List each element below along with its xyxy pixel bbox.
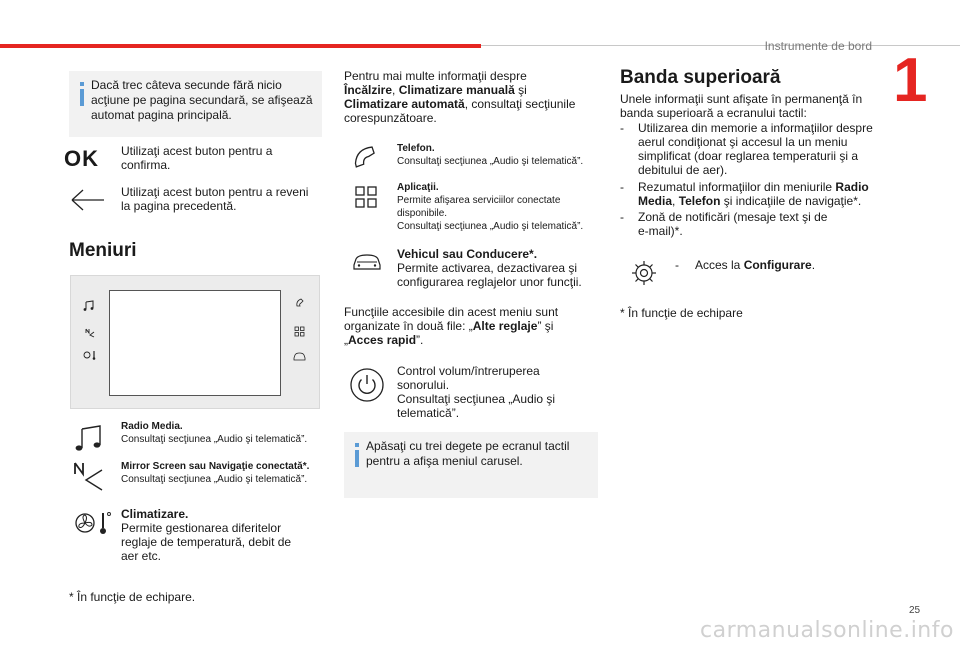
header-title: Instrumente de bord (764, 39, 872, 53)
ok-label: OK (64, 146, 99, 171)
mirror-screen-block (121, 460, 311, 486)
mirror-screen-ref: Consultaţi secţiunea „Audio şi telematică”. (121, 474, 308, 485)
climate-title: Climatizare. (121, 507, 189, 521)
list-item-2-bold-phone: Telefon (678, 194, 721, 208)
vehicle-title: Vehicul sau Conducere*. (397, 247, 538, 261)
config-text: Acces la (695, 258, 744, 272)
list-dash-1: - (620, 121, 624, 135)
touchscreen-display (109, 290, 281, 396)
touchscreen-diagram (70, 275, 320, 409)
apps-title: Aplicaţii. (397, 182, 439, 193)
list-item-2 (638, 180, 878, 208)
ok-text: Utilizaţi acest buton pentru a confirma. (121, 144, 273, 172)
info-box-left (69, 71, 322, 137)
phone-block (397, 142, 597, 168)
apps-ref: Consultaţi secţiunea „Audio şi telematică”. (397, 221, 584, 232)
info-icon (355, 443, 359, 467)
car-icon (352, 253, 382, 271)
functions-text-3: ”. (416, 333, 424, 347)
intro-bold-automatic: Climatizare automată (344, 97, 465, 111)
top-band-heading: Banda superioară (620, 67, 781, 88)
intro-text-1: Pentru mai multe informaţii despre (344, 69, 527, 83)
footnote-right: * În funcţie de echipare (620, 306, 743, 320)
intro-paragraph (344, 69, 589, 125)
phone-icon-small (295, 298, 305, 308)
music-note-icon (74, 423, 104, 453)
info-icon (80, 82, 84, 106)
phone-icon (352, 143, 382, 173)
config-bold: Configurare (743, 258, 812, 272)
phone-title: Telefon. (397, 143, 435, 154)
apps-block (397, 181, 597, 233)
functions-paragraph (344, 305, 589, 347)
menus-heading: Meniuri (69, 240, 137, 261)
list-item-2-text: Rezumatul informaţiilor din meniurile (638, 180, 836, 194)
list-item-1: Utilizarea din memorie a informaţiilor despre aerul condiţionat şi accesul la un meniu simplificat (doar reglarea temperaturii şi a debitului de aer). (638, 121, 873, 177)
back-text: Utilizaţi acest buton pentru a reveni la pagina precedentă. (121, 185, 309, 213)
power-block (397, 364, 577, 420)
info-text-middle: Apăsaţi cu trei degete pe ecranul tactil pentru a afişa meniul carusel. (366, 439, 570, 468)
intro-end: , consultaţi secţiunile corespunzătoare. (344, 97, 576, 125)
navigation-icon-small (85, 328, 95, 338)
header-rule (481, 45, 960, 46)
footnote-left: * În funcţie de echipare. (69, 590, 196, 604)
climate-block (121, 507, 311, 563)
top-band-intro: Unele informaţii sunt afişate în permanenţă în banda superioară a ecranului tactil: (620, 92, 863, 120)
list-dash-2: - (620, 180, 624, 194)
vehicle-text: Permite activarea, dezactivarea şi configurarea reglajelor unor funcţii. (397, 261, 582, 289)
chapter-number: 1 (893, 46, 928, 115)
vehicle-block (397, 247, 592, 289)
functions-text-2: ” şi „ (344, 319, 554, 347)
radio-media-ref: Consultaţi secţiunea „Audio şi telematică”. (121, 434, 308, 445)
back-arrow-icon (70, 188, 106, 212)
radio-media-block (121, 420, 326, 446)
functions-bold-quick: Acces rapid (348, 333, 417, 347)
info-box-middle (344, 432, 598, 498)
music-note-icon-small (83, 300, 95, 312)
list-item-2-end: şi indicaţiile de navigaţie*. (720, 194, 862, 208)
config-end: . (811, 258, 816, 272)
list-item-3: Zonă de notificări (mesaje text şi de e-mail)*. (638, 210, 828, 238)
power-text: Control volum/întreruperea sonorului. (397, 364, 540, 392)
power-icon (349, 367, 385, 403)
page-number: 25 (909, 605, 921, 616)
apps-icon-small (294, 326, 305, 337)
apps-grid-icon (355, 186, 377, 208)
list-item-2-sep: , (672, 194, 679, 208)
climate-icon-small (83, 350, 97, 360)
intro-bold-manual: Climatizare manuală (398, 83, 515, 97)
config-dash: - (675, 258, 679, 272)
config-line (695, 258, 875, 272)
car-icon-small (293, 352, 306, 361)
phone-ref: Consultaţi secţiunea „Audio şi telematică”. (397, 156, 584, 167)
apps-text: Permite afişarea serviciilor conectate disponibile. (397, 195, 561, 219)
watermark: carmanualsonline.info (700, 618, 954, 643)
functions-bold-other: Alte reglaje (472, 319, 538, 333)
intro-bold-heating: Încălzire (344, 83, 393, 97)
list-item-2-bold-radio: Radio Media (638, 180, 869, 208)
climate-text: Permite gestionarea diferitelor reglaje de temperatură, debit de aer etc. (121, 521, 292, 563)
power-ref: Consultaţi secţiunea „Audio şi telematică”. (397, 392, 556, 420)
list-dash-3: - (620, 210, 624, 224)
intro-sep-2: şi (514, 83, 527, 97)
navigation-arrow-icon (72, 460, 106, 492)
functions-text-1: Funcţiile accesibile din acest meniu sunt organizate în două file: „ (344, 305, 559, 333)
info-text-left: Dacă trec câteva secunde fără nicio acţiune pe pagina secundară, se afişează automat pagina principală. (91, 78, 313, 122)
intro-sep-1: , (392, 83, 399, 97)
radio-media-title: Radio Media. (121, 421, 183, 432)
mirror-screen-title: Mirror Screen sau Navigaţie conectată*. (121, 461, 310, 472)
gear-icon (630, 259, 658, 287)
header-red-bar (0, 44, 481, 48)
climate-fan-icon (73, 510, 113, 536)
